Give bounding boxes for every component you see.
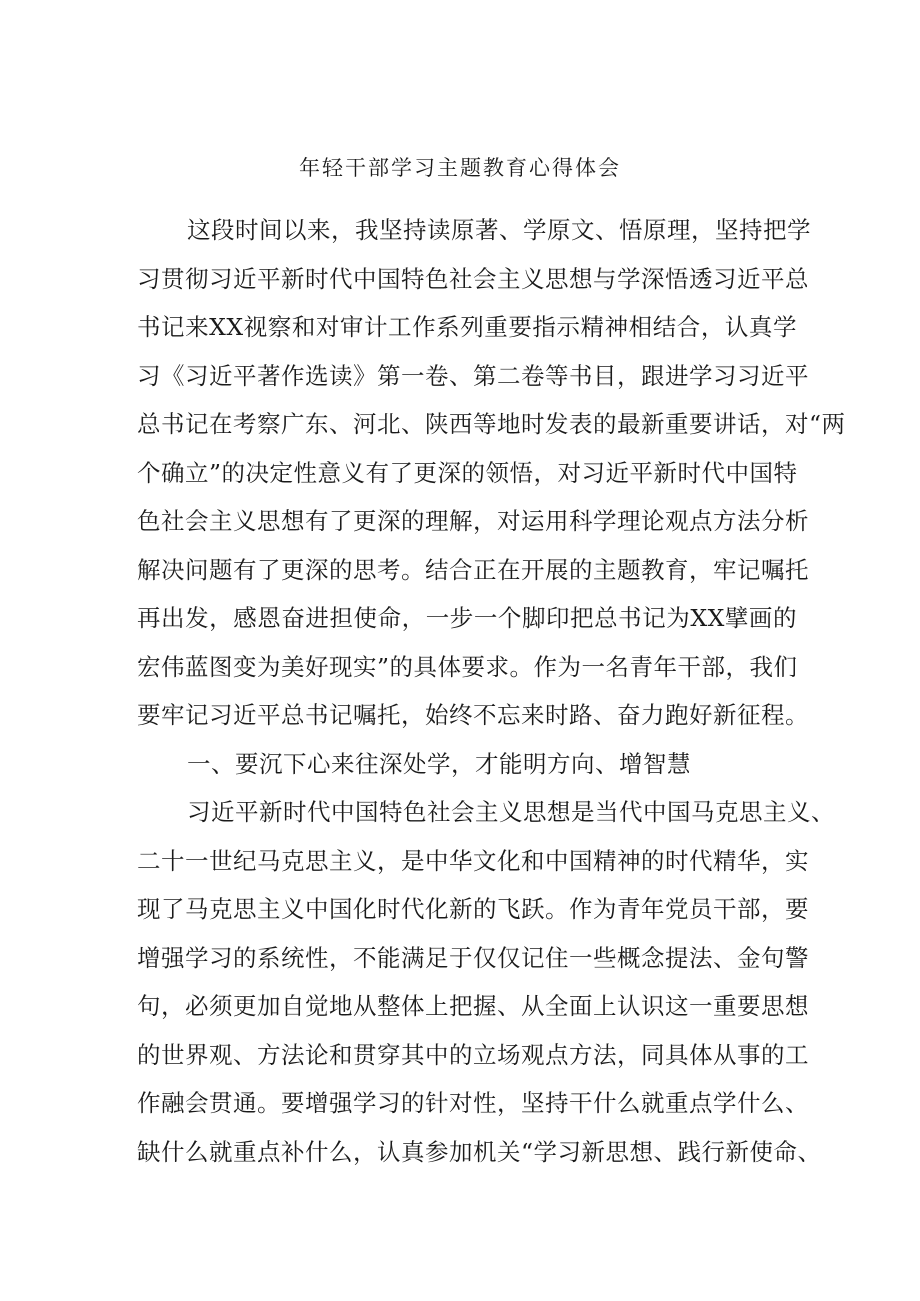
paragraph-line: 宏伟蓝图变为美好现实”的具体要求。作为一名青年干部，我们 — [137, 652, 798, 681]
paragraph-line: 个确立”的决定性意义有了更深的领悟，对习近平新时代中国特 — [137, 458, 798, 487]
paragraph-line: 增强学习的系统性，不能满足于仅仅记住一些概念提法、金句警 — [137, 943, 809, 972]
paragraph-line: 的世界观、方法论和贯穿其中的立场观点方法，同具体从事的工 — [137, 1040, 809, 1069]
paragraph-line: 现了马克思主义中国化时代化新的飞跃。作为青年党员干部，要 — [137, 895, 809, 923]
paragraph-line: 色社会主义思想有了更深的理解，对运用科学理论观点方法分析 — [137, 507, 809, 535]
paragraph-line: 句，必须更加自觉地从整体上把握、从全面上认识这一重要思想 — [137, 992, 809, 1020]
paragraph-line: 要牢记习近平总书记嘱托，始终不忘来时路、奋力跑好新征程。 — [137, 701, 809, 729]
paragraph-line: 解决问题有了更深的思考。结合正在开展的主题教育，牢记嘱托 — [137, 555, 809, 584]
paragraph-line: 再出发，感恩奋进担使命，一步一个脚印把总书记为XX擘画的 — [137, 604, 797, 632]
paragraph-line: 二十一世纪马克思主义，是中华文化和中国精神的时代精华，实 — [137, 846, 809, 875]
document-body — [137, 210, 846, 1180]
document-title: 年轻干部学习主题教育心得体会 — [299, 156, 621, 180]
paragraph-line: 习《习近平著作选读》第一卷、第二卷等书目，跟进学习习近平 — [137, 361, 809, 390]
paragraph-line: 书记来XX视察和对审计工作系列重要指示精神相结合，认真学 — [137, 313, 797, 341]
section-heading: 一、要沉下心来往深处学，才能明方向、增智慧 — [187, 749, 691, 778]
paragraph-line: 缺什么就重点补什么，认真参加机关“学习新思想、践行新使命、 — [137, 1137, 822, 1166]
paragraph-line: 习近平新时代中国特色社会主义思想是当代中国马克思主义、 — [187, 798, 835, 826]
paragraph-line: 习贯彻习近平新时代中国特色社会主义思想与学深悟透习近平总 — [137, 264, 809, 293]
paragraph-line: 作融会贯通。要增强学习的针对性，坚持干什么就重点学什么、 — [137, 1089, 809, 1117]
paragraph-line: 总书记在考察广东、河北、陕西等地时发表的最新重要讲话，对“两 — [137, 410, 846, 438]
paragraph-line: 这段时间以来，我坚持读原著、学原文、悟原理，坚持把学 — [187, 216, 811, 244]
